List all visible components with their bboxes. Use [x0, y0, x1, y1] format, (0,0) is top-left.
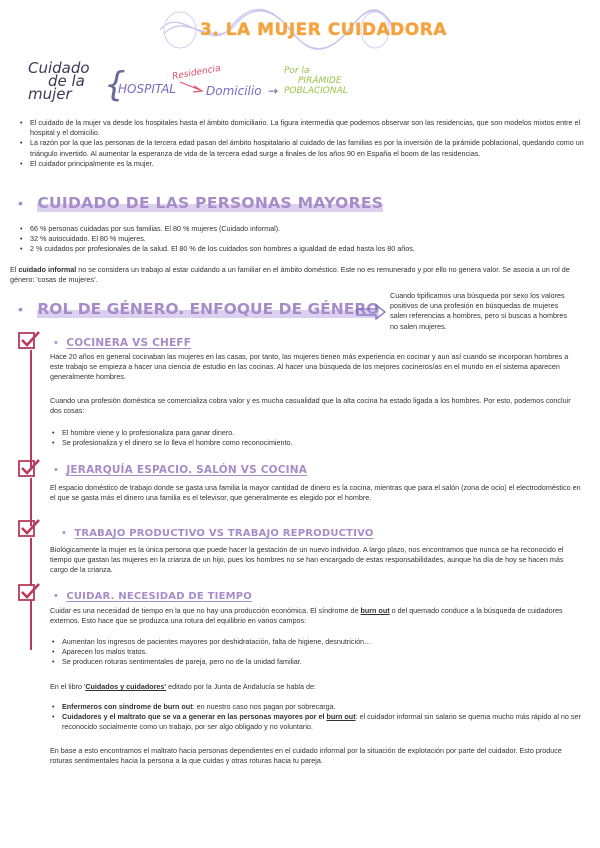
section1-paragraph	[10, 265, 580, 285]
text: : el cuidador informal sin salario se quema mucho más rápido al no ser reconocido socialmente como un trabajo, por ser algo obligado y no voluntario.	[62, 712, 581, 732]
final-paragraph: En base a esto encontramos el maltrato hacia personas dependientes en el cuidado informal por la situación de explotación por parte del cuidador. Esto produce roturas sentimentales hacia la persona a la que cuidas y otras roturas hacia tu pareja.	[50, 746, 562, 766]
text-bold: Enfermeros con síndrome de burn out	[62, 702, 193, 711]
sub2-heading: JERARQUÍA ESPACIO. SALÓN VS COCINA	[66, 464, 308, 476]
sub3-heading: TRABAJO PRODUCTIVO VS TRABAJO REPRODUCTIVO	[74, 528, 374, 539]
section2-heading-wrap	[18, 300, 379, 319]
list-item	[50, 712, 582, 732]
checkbox-check-icon	[18, 582, 40, 602]
arrow-right-icon	[356, 304, 386, 320]
sub3-paragraph: Biológicamente la mujer es la única persona que puede hacer la gestación de un nuevo individuo. A largo plazo, nos encontramos que nunca se ha reconocido el tiempo que gastan las mujeres en la crianza de un hijo, pues los hombres no se han encargado de estas responsabilidades, aunque ha día de hoy se hacen más cargo de la crianza.	[50, 545, 564, 575]
text-bold: burn out	[326, 712, 356, 722]
bullet-icon: •	[54, 590, 58, 602]
text: no se considera un trabajo al estar cuidando a un familiar en el ámbito doméstico. Este no es remunerado y por ello no genera valor. Se asocia a un rol de género: 'cosas de mujeres'.	[10, 265, 570, 285]
hand-cuidado-line3: mujer	[28, 85, 72, 103]
list-item: • El hombre viene y lo profesionaliza para ganar dinero.	[50, 428, 582, 438]
bullet-icon: •	[62, 527, 66, 539]
list-item: • 66 % personas cuidadas por sus familias. El 80 % mujeres (Cuidado informal).	[18, 224, 584, 234]
book-list	[50, 702, 582, 733]
list-item	[50, 702, 582, 712]
hand-residencia: Residencia	[171, 63, 222, 83]
hand-domicilio: Domicilio	[206, 84, 262, 98]
checkbox-check-icon	[18, 518, 40, 538]
checkbox-check-icon	[18, 330, 40, 350]
text: El	[10, 265, 19, 274]
text: Cuidar es una necesidad de tiempo en la que no hay una producción económica. El síndrome de	[50, 606, 361, 615]
text: : en nuestro caso nos pagan por sobrecarga.	[192, 702, 336, 711]
sub1-paragraph2: Cuando una profesión doméstica se comercializa cobra valor y es mucha casualidad que la alta cocina ha estado ligada a los hombres. Por esto, podemos concluir dos cosas:	[50, 396, 571, 416]
bullet-icon: •	[18, 301, 23, 317]
hand-cuidado-line2: de la	[48, 72, 85, 90]
sub4-heading: CUIDAR. NECESIDAD DE TIEMPO	[66, 591, 252, 602]
sub4-heading-wrap	[54, 586, 252, 604]
divider	[30, 538, 32, 586]
list-item: • La razón por la que las personas de la tercera edad pasan del ámbito hospitalario al cuidado de las familias es por la inversión de la pirámide poblacional, quedando como un triángulo invertido. Al aumentar la esperanza de vida de la tercera edad surge a finales de los años 90 en España el boom de las residencias.	[18, 138, 584, 158]
hand-cuidado	[28, 59, 90, 103]
divider	[30, 600, 32, 650]
section1-list	[18, 224, 584, 255]
section2-heading: ROL DE GÉNERO. ENFOQUE DE GÉNERO	[37, 300, 380, 318]
sub4-paragraph	[50, 606, 582, 626]
divider	[30, 350, 32, 468]
sub3-heading-wrap	[62, 523, 374, 541]
bullet-icon: •	[18, 195, 23, 211]
brace-icon: {	[104, 65, 126, 105]
sub1-heading: COCINERA VS CHEFF	[66, 337, 192, 349]
arrow-right-icon: →	[268, 84, 279, 98]
list-item: • 32 % autocuidado. El 80 % mujeres.	[18, 234, 584, 244]
sub1-paragraph1: Hace 20 años en general cocinaban las mujeres en las casas, por tanto, las mujeres tienen más experiencia en cocinar y aun así cuando se incorporan hombres a este trabajo se empieza a hacer una ciencia de estudio en las cocinas. Al hacer una búsqueda de los mejores cocineros/as en el mundo en el sistema aparecen generalmente hombres.	[50, 352, 569, 382]
list-item: • 2 % cuidados por profesionales de la salud. El 80 % de los cuidados son hombres a igualdad de edad hasta los 80 años.	[18, 244, 584, 254]
list-item: • Se profesionaliza y el dinero se lo lleva el hombre como reconocimiento.	[50, 438, 582, 448]
list-item: • Aparecen los malos tratos.	[50, 647, 582, 657]
sub1-heading-wrap	[54, 333, 191, 351]
sub1-list	[50, 428, 582, 448]
hand-piramide-line1: Por la	[284, 66, 310, 76]
bullet-icon: •	[54, 464, 58, 476]
page-title: 3. LA MUJER CUIDADORA	[200, 20, 447, 40]
hand-piramide-line2: PIRÁMIDE	[298, 76, 342, 86]
section1-heading: CUIDADO DE LAS PERSONAS MAYORES	[37, 194, 384, 212]
checkbox-check-icon	[18, 458, 40, 478]
text-bold: Cuidados y cuidadores'	[85, 682, 167, 691]
text: En el libro '	[50, 682, 86, 691]
list-item: • Aumentan los ingresos de pacientes mayores por deshidratación, falta de higiene, desnutrición…	[50, 637, 582, 647]
sub4-list	[50, 637, 582, 668]
text-bold: burn out	[360, 606, 390, 615]
text-bold: cuidado informal	[18, 265, 77, 274]
section1-heading-wrap	[18, 194, 383, 213]
hand-piramide	[284, 66, 348, 96]
side-note: Cuando tipificamos una búsqueda por sexo los valores positivos de una profesión en búsquedas de mujeres salen referencias a hombres, pero si buscas a hombres no salen mujeres.	[390, 291, 567, 331]
hand-cuidado-line1: Cuidado	[28, 59, 90, 77]
hand-piramide-line3: POBLACIONAL	[284, 86, 348, 96]
hand-hospital: HOSPITAL	[118, 82, 176, 96]
arrow-icon	[178, 80, 208, 94]
intro-list	[18, 118, 584, 169]
list-item: • El cuidado de la mujer va desde los hospitales hasta el ámbito domiciliario. La figura intermedia que podemos observar son las residencias, que son modelos mixtos entre el hospital y el domicilio.	[18, 118, 584, 138]
text: o del quemado conduce a la búsqueda de cuidadores externos. Esto hace que se produzca una rotura del equilibrio en varios campos:	[50, 606, 563, 626]
sub2-heading-wrap	[54, 460, 307, 478]
sub2-paragraph: El espacio doméstico de trabajo donde se gasta una familia la mayor cantidad de dinero es la cocina, mientras que para el salón (zona de ocio) el electrodoméstico en el que se gasta más el dinero una familia es el televisor, que generalmente es elegido por el hombre.	[50, 483, 581, 503]
book-paragraph	[50, 682, 582, 692]
list-item: • Se producen roturas sentimentales de pareja, pero no de la unidad familiar.	[50, 657, 582, 667]
list-item: • El cuidador principalmente es la mujer.	[18, 159, 584, 169]
text-bold: Cuidadores y el maltrato que se va a generar en las personas mayores por el	[62, 712, 327, 722]
bullet-icon: •	[54, 337, 58, 349]
text: editado por la Junta de Andalucía se habla de:	[166, 682, 316, 691]
